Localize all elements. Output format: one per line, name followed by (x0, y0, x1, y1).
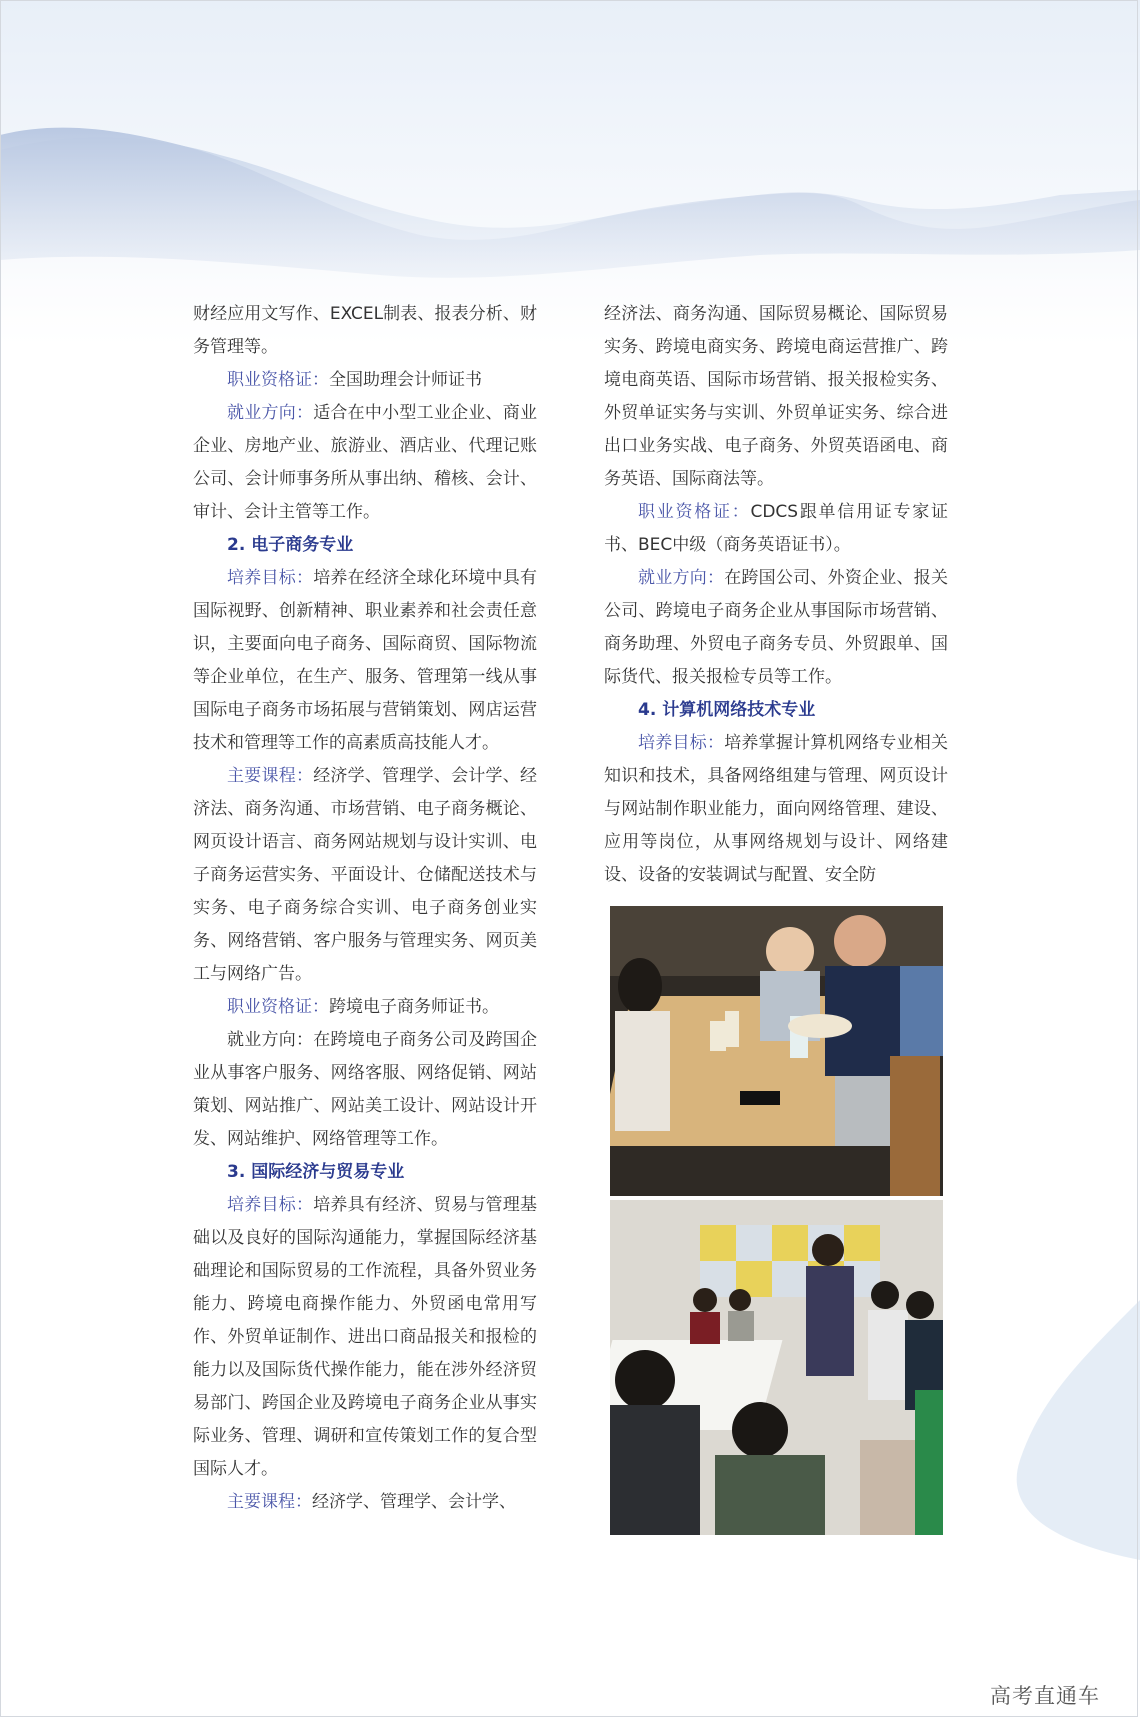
field-text: 在跨境电子商务公司及跨国企业从事客户服务、网络客服、网络促销、网站策划、网站推广、网站美工设计、网站设计开发、网站维护、网络管理等工作。 (193, 1030, 538, 1149)
field-label: 培养目标： (227, 1195, 314, 1215)
field-label: 职业资格证： (227, 997, 329, 1017)
paragraph (193, 1189, 537, 1486)
field-text: 培养具有经济、贸易与管理基础以及良好的国际沟通能力，掌握国际经济基础理论和国际贸易的工作流程，具备外贸业务能力、跨境电商操作能力、外贸函电常用写作、外贸单证制作、进出口商品报关和报检的能力以及国际货代操作能力，能在涉外经济贸易部门、跨国企业及跨境电子商务企业从事实际业务、管理、调研和宣传策划工作的复合型国际人才。 (193, 1195, 538, 1479)
field-text: 培养在经济全球化环境中具有国际视野、创新精神、职业素养和社会责任意识，主要面向电子商务、国际商贸、国际物流等企业单位，在生产、服务、管理第一线从事国际电子商务市场拓展与营销策划、网店运营技术和管理等工作的高素质高技能人才。 (193, 568, 538, 753)
right-column (604, 298, 948, 892)
paragraph (604, 562, 948, 694)
field-label: 主要课程： (227, 766, 314, 786)
photo-classroom-illustration (610, 1200, 943, 1535)
field-text: 适合在中小型工业企业、商业企业、房地产业、旅游业、酒店业、代理记账公司、会计师事务所从事出纳、稽核、会计、审计、会计主管等工作。 (193, 403, 538, 522)
field-text: 培养掌握计算机网络专业相关知识和技术，具备网络组建与管理、网页设计与网站制作职业能力，面向网络管理、建设、应用等岗位，从事网络规划与设计、网络建设、设备的安装调试与配置、安全防 (604, 733, 949, 885)
decorative-wave (960, 1300, 1140, 1560)
paragraph (193, 1486, 537, 1519)
field-text: 跨境电子商务师证书。 (329, 997, 499, 1017)
field-label: 职业资格证： (638, 502, 751, 522)
paragraph (604, 727, 948, 892)
field-text: CDCS跟单信用证专家证书、BEC中级（商务英语证书）。 (604, 502, 949, 555)
photo-dining-group (610, 906, 943, 1196)
field-label: 就业方向： (638, 568, 725, 588)
field-label: 主要课程： (227, 1492, 312, 1512)
paragraph (193, 1024, 537, 1156)
paragraph (604, 496, 948, 562)
field-label: 培养目标： (638, 733, 725, 753)
paragraph: 财经应用文写作、EXCEL制表、报表分析、财务管理等。 (193, 304, 537, 357)
section-heading: 2. 电子商务专业 (227, 535, 354, 555)
field-text: 在跨国公司、外资企业、报关公司、跨境电子商务企业从事国际市场营销、商务助理、外贸电子商务专员、外贸跟单、国际货代、报关报检专员等工作。 (604, 568, 949, 687)
photo-dining-illustration (610, 906, 943, 1196)
section-heading: 3. 国际经济与贸易专业 (227, 1162, 405, 1182)
section-heading: 4. 计算机网络技术专业 (638, 700, 816, 720)
field-text: 全国助理会计师证书 (329, 370, 482, 390)
field-label: 就业方向： (227, 1030, 314, 1050)
photo-classroom (610, 1200, 943, 1535)
paragraph (193, 760, 537, 991)
field-label: 职业资格证： (227, 370, 329, 390)
paragraph: 经济法、商务沟通、国际贸易概论、国际贸易实务、跨境电商实务、跨境电商运营推广、跨境电商英语、国际市场营销、报关报检实务、外贸单证实务与实训、外贸单证实务、综合进出口业务实战、电子商务、外贸英语函电、商务英语、国际商法等。 (604, 304, 948, 489)
field-label: 培养目标： (227, 568, 314, 588)
paragraph (193, 364, 537, 397)
field-label: 就业方向： (227, 403, 314, 423)
paragraph (193, 397, 537, 529)
field-text: 经济学、管理学、会计学、 (312, 1492, 516, 1512)
paragraph (193, 562, 537, 760)
watermark-text: 高考直通车 (990, 1684, 1100, 1708)
mountain-background (0, 0, 1140, 360)
left-column (193, 298, 537, 1519)
field-text: 经济学、管理学、会计学、经济法、商务沟通、市场营销、电子商务概论、网页设计语言、商务网站规划与设计实训、电子商务运营实务、平面设计、仓储配送技术与实务、电子商务综合实训、电子商务创业实务、网络营销、客户服务与管理实务、网页美工与网络广告。 (193, 766, 538, 984)
paragraph (193, 991, 537, 1024)
